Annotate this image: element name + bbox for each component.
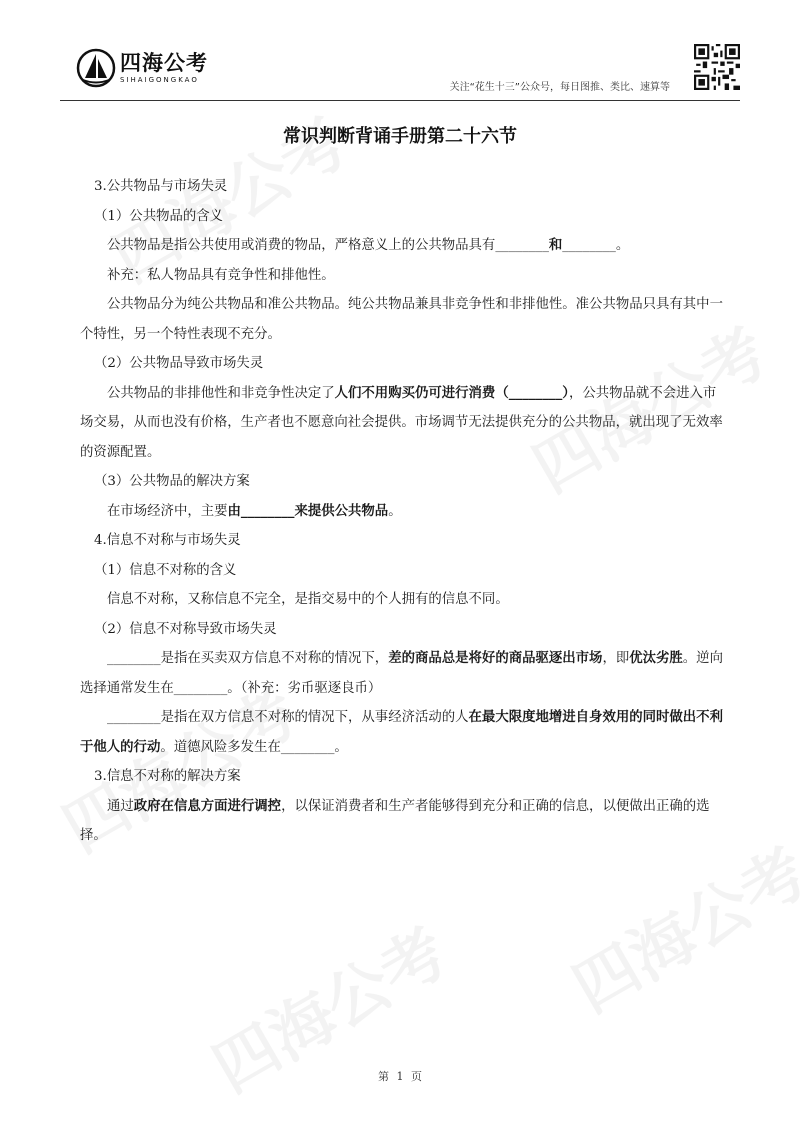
- subsection-heading: （2）公共物品导致市场失灵: [94, 356, 264, 371]
- subsection-heading: （1）信息不对称的含义: [94, 562, 237, 578]
- section-heading: 4.信息不对称与市场失灵: [94, 533, 241, 548]
- section-heading: 3.信息不对称的解决方案: [94, 769, 241, 784]
- fill-blank: ________: [495, 238, 549, 253]
- paragraph: ________是指在买卖双方信息不对称的情况下，差的商品总是将好的商品驱逐出市场，即优汰劣胜。逆向选择通常发生在________。（补充：劣币驱逐良币）: [80, 651, 723, 696]
- header-slogan: 关注“花生十三”公众号，每日图推、类比、速算等: [449, 82, 670, 93]
- fill-blank: ________: [107, 710, 161, 725]
- subsection-heading: （1）公共物品的含义: [94, 208, 224, 224]
- brand-logo: [76, 48, 208, 88]
- paragraph: 在市场经济中，主要由________来提供公共物品。: [107, 503, 402, 519]
- subsection-heading: （3）公共物品的解决方案: [94, 474, 250, 489]
- page-title: 常识判断背诵手册第二十六节: [283, 126, 517, 147]
- watermark: [554, 822, 800, 1030]
- fill-blank: ________: [107, 651, 161, 666]
- subsection-heading: （2）信息不对称导致市场失灵: [94, 621, 277, 637]
- section-heading: 3.公共物品与市场失灵: [94, 179, 228, 194]
- paragraph: 公共物品分为纯公共物品和准公共物品。纯公共物品兼具非竞争性和非排他性。准公共物品只具有其中一个特性，另一个特性表现不充分。: [80, 297, 723, 342]
- fill-blank: ________: [562, 238, 616, 253]
- paragraph: ________是指在双方信息不对称的情况下，从事经济活动的人在最大限度地增进自身效用的同时做出不利于他人的行动。道德风险多发生在________。: [80, 710, 723, 755]
- qr-code-icon: [694, 44, 740, 90]
- paragraph: 信息不对称，又称信息不完全，是指交易中的个人拥有的信息不同。: [107, 592, 509, 607]
- paragraph: 通过政府在信息方面进行调控，以保证消费者和生产者能够得到充分和正确的信息，以便做出正确的选择。: [80, 798, 710, 843]
- document-body: [80, 172, 728, 851]
- sailboat-logo-icon: [76, 48, 116, 88]
- paragraph: 补充：私人物品具有竞争性和排他性。: [107, 267, 335, 283]
- brand-name-en: SIHAIGONGKAO: [120, 76, 199, 84]
- page-header: [60, 40, 740, 101]
- page-number: 第 1 页: [378, 1070, 422, 1083]
- paragraph: 公共物品的非排他性和非竞争性决定了人们不用购买仍可进行消费（________），公共物品就不会进入市场交易，从而也没有价格，生产者也不愿意向社会提供。市场调节无法提供充分的公共物品，就出现了无效率的资源配置。: [80, 385, 723, 460]
- paragraph: 公共物品是指公共使用或消费的物品，严格意义上的公共物品具有________和________。: [107, 238, 630, 253]
- brand-name-cn: 四海公考: [120, 51, 208, 75]
